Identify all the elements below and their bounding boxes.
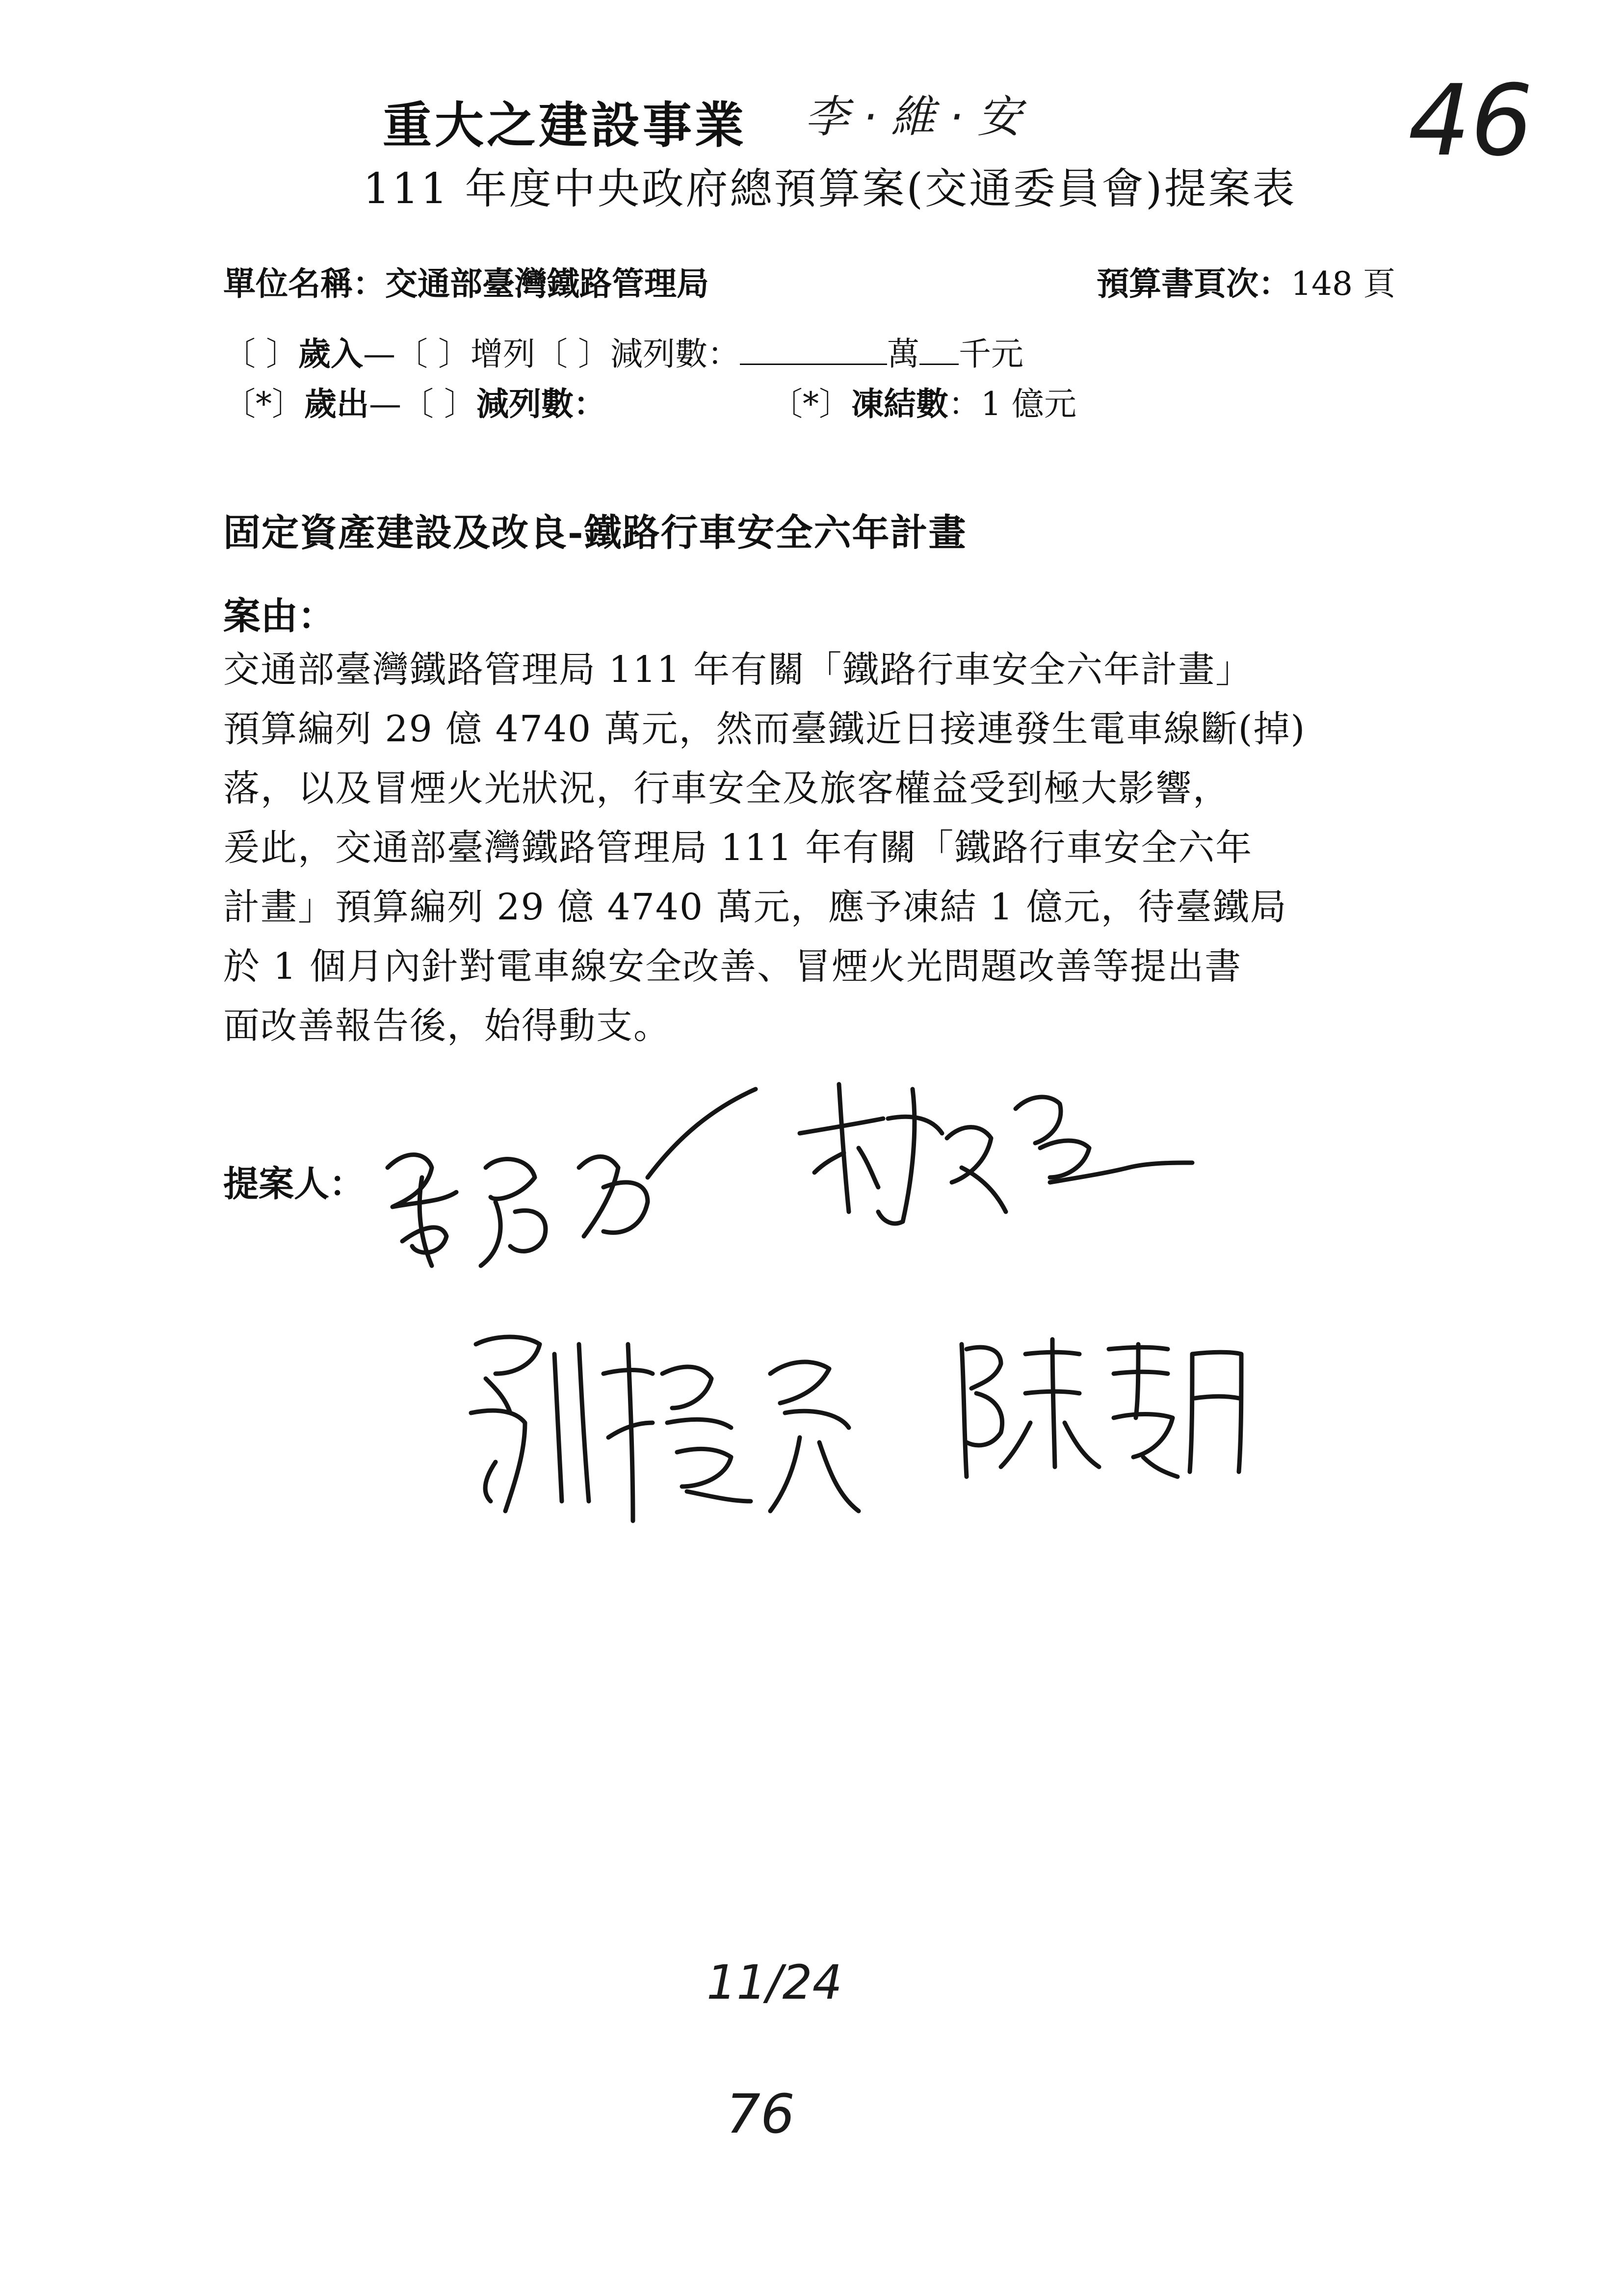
budget-page-label: 預算書頁次： bbox=[1097, 264, 1291, 303]
unit-row bbox=[223, 258, 709, 304]
expenditure-decrease-checkbox: 〔 〕 bbox=[401, 385, 476, 423]
increase-label: 增列 bbox=[470, 335, 535, 373]
qian-blank bbox=[919, 334, 959, 365]
revenue-label: 歲入 bbox=[298, 335, 363, 373]
reason-line: 面改善報告後，始得動支。 bbox=[223, 1005, 671, 1047]
expenditure-decrease-label: 減列數： bbox=[476, 385, 606, 423]
reason-line: 計畫」預算編列 29 億 4740 萬元，應予凍結 1 億元，待臺鐵局 bbox=[223, 886, 1287, 928]
signature-2 bbox=[785, 1065, 1202, 1251]
reason-line: 於 1 個月內針對電車線安全改善、冒煙火光問題改善等提出書 bbox=[223, 945, 1242, 988]
handwritten-annotation: 李 · 維 · 安 bbox=[805, 91, 1022, 143]
revenue-dash: — bbox=[363, 335, 395, 373]
expenditure-dash: — bbox=[369, 385, 401, 423]
expenditure-checkbox: 〔*〕 bbox=[223, 385, 304, 423]
qian-unit: 千元 bbox=[958, 335, 1023, 373]
expenditure-row bbox=[223, 378, 1076, 424]
decrease-label: 減列數： bbox=[610, 335, 740, 373]
wan-unit: 萬 bbox=[887, 335, 919, 373]
freeze-label: 凍結數 bbox=[851, 385, 948, 423]
freeze-value: 1 億元 bbox=[981, 385, 1076, 423]
revenue-row bbox=[223, 328, 1023, 374]
wan-blank bbox=[740, 334, 887, 365]
header-category: 重大之建設事業 bbox=[383, 96, 747, 154]
freeze-group bbox=[770, 378, 1076, 424]
signature-3 bbox=[456, 1315, 888, 1540]
handwritten-page-number: 46 bbox=[1408, 64, 1533, 178]
signature-4 bbox=[947, 1325, 1261, 1487]
handwritten-sequence-number: 76 bbox=[726, 2083, 795, 2145]
proposer-label: 提案人： bbox=[223, 1163, 365, 1204]
budget-page bbox=[1097, 258, 1395, 304]
reason-line: 交通部臺灣鐵路管理局 111 年有關「鐵路行車安全六年計畫」 bbox=[223, 649, 1253, 691]
decrease-checkbox: 〔 〕 bbox=[535, 335, 610, 373]
reason-line: 預算編列 29 億 4740 萬元，然而臺鐵近日接連發生電車線斷(掉) bbox=[223, 708, 1306, 750]
budget-page-value: 148 頁 bbox=[1291, 265, 1395, 303]
freeze-colon: ： bbox=[948, 385, 981, 423]
section-title: 固定資產建設及改良-鐵路行車安全六年計畫 bbox=[223, 511, 967, 554]
expenditure-label: 歲出 bbox=[304, 385, 369, 423]
increase-checkbox: 〔 〕 bbox=[395, 335, 471, 373]
signature-1 bbox=[373, 1079, 775, 1285]
handwritten-date: 11/24 bbox=[707, 1955, 842, 2010]
reason-line: 爰此，交通部臺灣鐵路管理局 111 年有關「鐵路行車安全六年 bbox=[223, 827, 1253, 869]
reason-line: 落，以及冒煙火光狀況，行車安全及旅客權益受到極大影響， bbox=[223, 767, 1230, 809]
unit-value: 交通部臺灣鐵路管理局 bbox=[385, 264, 709, 303]
reason-body bbox=[223, 640, 1425, 1056]
form-title: 111 年度中央政府總預算案(交通委員會)提案表 bbox=[363, 164, 1297, 213]
reason-label: 案由： bbox=[223, 594, 335, 638]
revenue-checkbox: 〔 〕 bbox=[223, 335, 298, 373]
unit-label: 單位名稱： bbox=[223, 264, 385, 303]
freeze-checkbox: 〔*〕 bbox=[770, 385, 851, 423]
